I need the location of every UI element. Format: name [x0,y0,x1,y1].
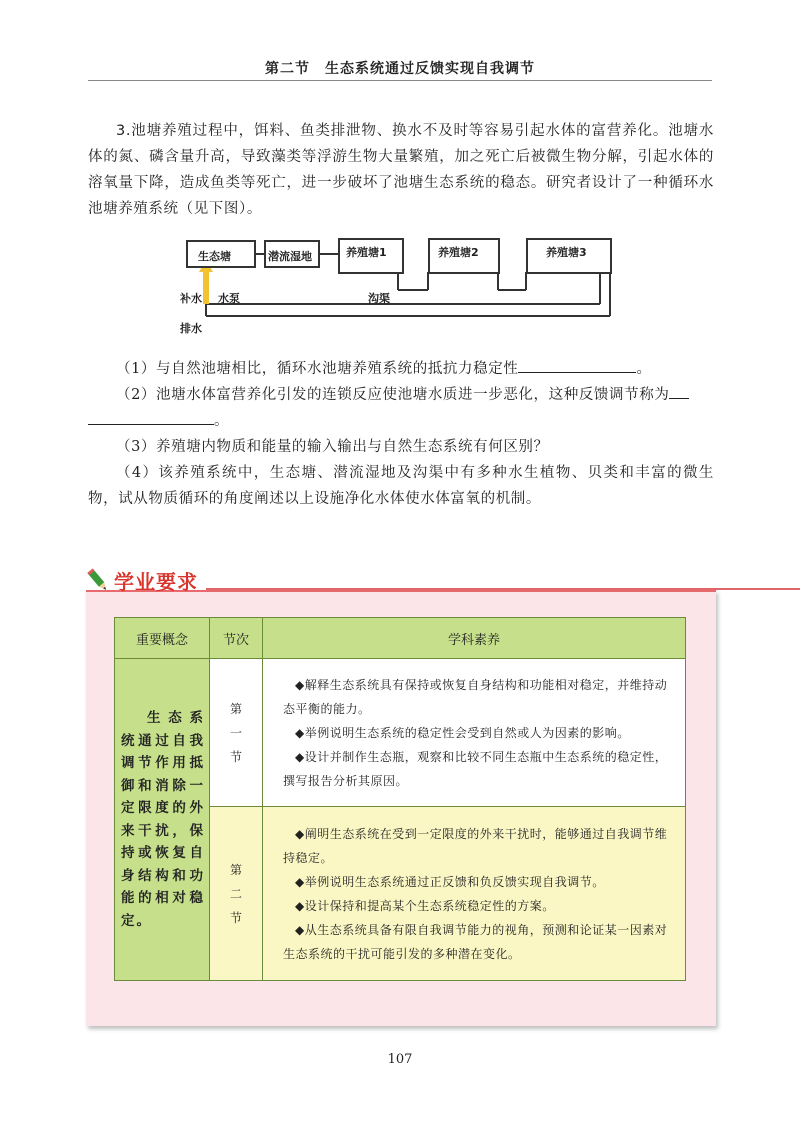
pencil-icon [86,568,110,594]
list-item: ◆解释生态系统具有保持或恢复自身结构和功能相对稳定，并维持动态平衡的能力。 [283,677,668,716]
channel-label: 沟渠 [368,292,390,305]
header-literacy: 学科素养 [263,618,686,659]
outflow-label: 排水 [180,322,202,335]
question-number: 3. [116,123,132,139]
requirements-title: 学业要求 [114,570,198,594]
pump-label: 水泵 [218,292,240,305]
list-item: ◆设计保持和提高某个生态系统稳定性的方案。 [295,898,555,913]
header-section: 节次 [210,618,263,659]
answer-blank[interactable] [518,358,636,373]
header-rule [88,80,712,81]
list-item: ◆举例说明生态系统的稳定性会受到自然或人为因素的影响。 [295,725,630,740]
list-item: ◆阐明生态系统在受到一定限度的外来干扰时，能够通过自我调节维持稳定。 [283,826,668,865]
header-concept: 重要概念 [115,618,210,659]
list-item: ◆举例说明生态系统通过正反馈和负反馈实现自我调节。 [295,874,605,889]
pond-system-diagram [182,232,622,348]
requirements-header [86,566,486,592]
question-3-paragraph [88,118,714,222]
page-number: 107 [387,1052,413,1067]
page-header-title: 第二节 生态系统通过反馈实现自我调节 [265,61,535,77]
list-item: ◆设计并制作生态瓶，观察和比较不同生态瓶中生态系统的稳定性，撰写报告分析其原因。 [283,749,668,788]
inflow-label: 补水 [180,292,202,305]
table-row [115,659,686,807]
ecological-pond-box: 生态塘 [186,240,256,268]
sub-question-2: （2）池塘水体富营养化引发的连锁反应使池塘水质进一步恶化，这种反馈调节称为 。 [88,382,714,434]
sub-question-4: （4）该养殖系统中，生态塘、潜流湿地及沟渠中有多种水生植物、贝类和丰富的微生物，试从物质循环的角度阐述以上设施净化水体使水体富氧的机制。 [88,465,714,507]
requirements-rule [206,588,800,590]
literacy-cell [263,807,686,981]
table-header-row [115,618,686,659]
answer-blank[interactable] [669,384,689,399]
culture-pond-3-box: 养殖塘3 [526,238,612,274]
concept-cell: 生态系统通过自我调节作用抵御和消除一定限度的外来干扰，保持或恢复自身结构和功能的相对稳定。 [115,659,210,981]
subsurface-wetland-box: 潜流湿地 [264,240,320,268]
culture-pond-1-box: 养殖塘1 [338,238,404,274]
section-cell: 第 一 节 [210,659,263,807]
requirements-table [114,617,686,981]
section-cell: 第 二 节 [210,807,263,981]
answer-blank-continued[interactable] [88,410,214,425]
culture-pond-2-box: 养殖塘2 [428,238,500,274]
literacy-cell [263,659,686,807]
question-3-text: 池塘养殖过程中，饵料、鱼类排泄物、换水不及时等容易引起水体的富营养化。池塘水体的氮、磷含量升高，导致藻类等浮游生物大量繁殖，加之死亡后被微生物分解，引起水体的溶氧量下降，造成鱼类等死亡，进一步破坏了池塘生态系统的稳态。研究者设计了一种循环水池塘养殖系统（见下图）。 [88,123,714,217]
sub-question-3: （3）养殖塘内物质和能量的输入输出与自然生态系统有何区别？ [116,439,549,455]
sub-question-1: （1）与自然池塘相比，循环水池塘养殖系统的抵抗力稳定性 。 [88,356,714,382]
list-item: ◆从生态系统具备有限自我调节能力的视角，预测和论证某一因素对生态系统的干扰可能引发的多种潜在变化。 [283,922,668,961]
